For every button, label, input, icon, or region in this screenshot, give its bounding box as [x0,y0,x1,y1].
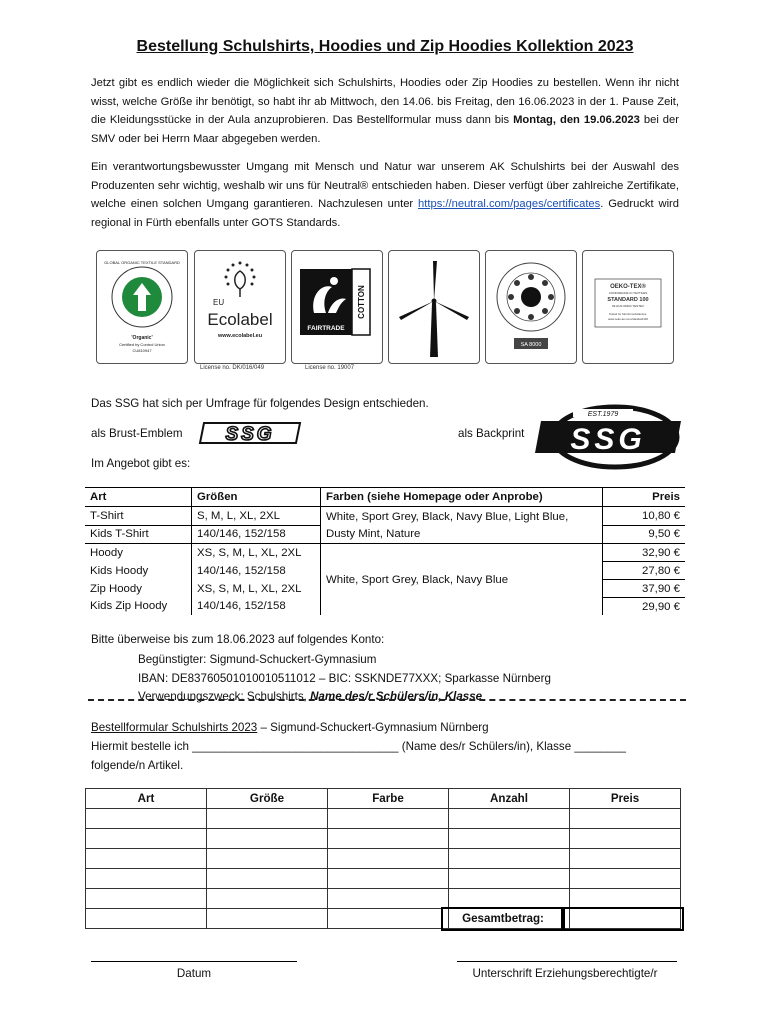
fairtrade-text: FAIRTRADE [307,325,345,332]
order-cell[interactable] [328,829,449,849]
intro-text-b: bei der SMV oder bei Herrn Maar abgegeben werden. [91,114,679,145]
form-title [91,721,489,734]
sa8000-text: SA 8000 [520,342,542,348]
intro-paragraph [91,74,679,148]
ssg-chest-logo [198,420,304,446]
payment-purpose [138,690,482,703]
order-cell[interactable] [449,809,570,829]
offer-price: 9,50 € [603,525,686,544]
order-cell[interactable] [86,869,207,889]
order-cell[interactable] [328,909,449,929]
order-cell[interactable] [207,869,328,889]
order-header-color: Farbe [328,789,449,809]
cotton-text: COTTON [357,285,366,319]
oeko-line6: www.oeko-tex.com/standard100 [608,317,648,321]
oeko-line2: CONFIDENCE IN TEXTILES [608,291,648,295]
order-cell[interactable] [570,829,681,849]
offer-size: XS, S, M, L, XL, 2XL [192,580,321,598]
offer-price: 37,90 € [603,580,686,598]
offer-table [85,487,685,615]
payment-purpose-label: Verwendungszweck: Schulshirts, [138,690,311,703]
order-cell[interactable] [449,889,570,909]
payment-intro: Bitte überweise bis zum 18.06.2023 auf folgendes Konto: [91,633,385,646]
offer-intro: Im Angebot gibt es: [91,457,191,470]
sa8000-logo [485,250,577,364]
order-header-price: Preis [570,789,681,809]
payment-iban: IBAN: DE83760501010010511012 – BIC: SSKNDE77XXX; Sparkasse Nürnberg [138,672,551,685]
order-header-size: Größe [207,789,328,809]
order-cell[interactable] [328,869,449,889]
sustainability-text-a: Ein verantwortungsbewusster Umgang mit Mensch und Natur war unserem AK Schulshirts bei der Auswahl des Produzenten sehr wichtig, weshalb wir uns für Neutral® entschieden haben. Dieser verfügt über zahlreiche Zertifikate, welche einen solchen Umgang garantieren. Nachzulesen unter [91,161,679,210]
offer-header-art: Art [85,488,192,507]
order-header-row [86,789,681,809]
survey-text: Das SSG hat sich per Umfrage für folgendes Design entschieden. [91,397,429,410]
intro-text-a: Jetzt gibt es endlich wieder die Möglichkeit sich Schulshirts, Hoodies oder Zip Hoodies zu bestellen. Wenn ihr nicht wisst, welche Größe ihr benötigt, so habt ihr ab Mittwoch, den 14.06. bis Freitag, den 16.06.2023 in der 1. Pause Zeit, die Kleidungsstücke in der Aula anzuprobieren. Das Bestellformular muss dann bis [91,77,679,126]
order-cell[interactable] [207,849,328,869]
offer-art: Zip Hoody [85,580,192,598]
signature-line[interactable] [457,961,677,962]
gots-ring-text: GLOBAL ORGANIC TEXTILE STANDARD [104,260,180,265]
order-cell[interactable] [570,809,681,829]
backprint-label: als Backprint [458,427,525,440]
order-cell[interactable] [207,889,328,909]
order-cell[interactable] [449,849,570,869]
order-cell[interactable] [86,909,207,929]
sustainability-paragraph [91,158,679,232]
order-cell[interactable] [449,869,570,889]
ecolabel-url: www.ecolabel.eu [217,333,263,339]
order-cell[interactable] [449,829,570,849]
order-row [86,809,681,829]
offer-size: 140/146, 152/158 [192,562,321,580]
order-cell[interactable] [86,889,207,909]
deadline-date: Montag, den 19.06.2023 [513,114,640,126]
ssg-est-text: EST.1979 [587,411,619,418]
oeko-line3: STANDARD 100 [607,297,649,303]
fairtrade-license: License no. 19007 [305,365,355,371]
cut-line [88,699,686,701]
fairtrade-logo [291,250,383,364]
date-label: Datum [176,967,212,980]
order-header-amount: Anzahl [449,789,570,809]
order-cell[interactable] [207,829,328,849]
total-label: Gesamtbetrag: [441,907,565,931]
gots-logo [96,250,188,364]
offer-size: XS, S, M, L, XL, 2XL [192,544,321,562]
order-row [86,849,681,869]
gots-number: CU810947 [132,348,152,353]
form-order-line: Hiermit bestelle ich ________________________________ (Name des/r Schülers/in), Klasse ________ [91,740,626,753]
order-cell[interactable] [570,869,681,889]
order-cell[interactable] [207,909,328,929]
offer-size: 140/146, 152/158 [192,598,321,616]
offer-header-colors: Farben (siehe Homepage oder Anprobe) [321,488,603,507]
order-row [86,869,681,889]
form-order-line2: folgende/n Artikel. [91,759,184,772]
order-cell[interactable] [328,809,449,829]
total-amount-field[interactable] [561,907,684,931]
table-row [85,544,685,562]
ecolabel-license: License no. DK/016/049 [200,365,265,371]
offer-art: Kids T-Shirt [85,525,192,544]
offer-size: S, M, L, XL, 2XL [192,507,321,526]
order-cell[interactable] [328,889,449,909]
oeko-line1: OEKO-TEX® [610,284,646,290]
ssg-back-logo [533,403,683,471]
offer-size: 140/146, 152/158 [192,525,321,544]
offer-colors-shirts: White, Sport Grey, Black, Navy Blue, Light Blue, Dusty Mint, Nature [321,507,603,544]
ssg-chest-text: SSG [225,424,275,445]
order-cell[interactable] [328,849,449,869]
order-cell[interactable] [86,809,207,829]
order-header-art: Art [86,789,207,809]
order-row [86,889,681,909]
date-line[interactable] [91,961,297,962]
form-title-school: – Sigmund-Schuckert-Gymnasium Nürnberg [257,721,489,734]
offer-art: Hoody [85,544,192,562]
form-title-main: Bestellformular Schulshirts 2023 [91,721,258,734]
offer-art: Kids Zip Hoody [85,598,192,616]
order-cell[interactable] [86,829,207,849]
offer-header-row [85,488,685,507]
order-row [86,829,681,849]
ssg-back-text: SSG [570,423,646,456]
chest-emblem-label: als Brust-Emblem [91,427,183,440]
gots-organic: 'Organic' [131,335,153,341]
ecolabel-logo [194,250,286,364]
offer-price: 32,90 € [603,544,686,562]
eu-text: EU [213,298,225,307]
table-row [85,507,685,526]
offer-art: T-Shirt [85,507,192,526]
offer-header-sizes: Größen [192,488,321,507]
offer-art: Kids Hoody [85,562,192,580]
offer-price: 29,90 € [603,598,686,616]
windmill-logo [388,250,480,364]
ecolabel-text: Ecolabel [207,310,273,329]
signature-label: Unterschrift Erziehungsberechtigte/r [472,967,658,980]
order-cell[interactable] [570,849,681,869]
order-cell[interactable] [86,849,207,869]
order-cell[interactable] [570,889,681,909]
offer-colors-hoodies: White, Sport Grey, Black, Navy Blue [321,544,603,616]
gots-certified: Certified by Control Union [119,342,165,347]
offer-price: 10,80 € [641,509,680,522]
payment-beneficiary: Begünstigter: Sigmund-Schuckert-Gymnasium [138,653,377,666]
certificates-link[interactable]: https://neutral.com/pages/certificates [418,198,601,210]
page-title: Bestellung Schulshirts, Hoodies und Zip Hoodies Kollektion 2023 [136,38,634,55]
order-cell[interactable] [207,809,328,829]
oeko-line5: Tested for harmful substances. [608,312,648,316]
sustainability-text-b: . Gedruckt wird regional in Fürth ebenfalls unter GOTS Standards. [91,198,680,229]
offer-header-price: Preis [603,488,686,507]
oeko-tex-logo [582,250,674,364]
payment-purpose-detail: Name des/r Schülers/in, Klasse [310,690,483,703]
offer-price: 27,80 € [603,562,686,580]
oeko-line4: 09.HUS.69464 TESTEX [611,304,645,308]
